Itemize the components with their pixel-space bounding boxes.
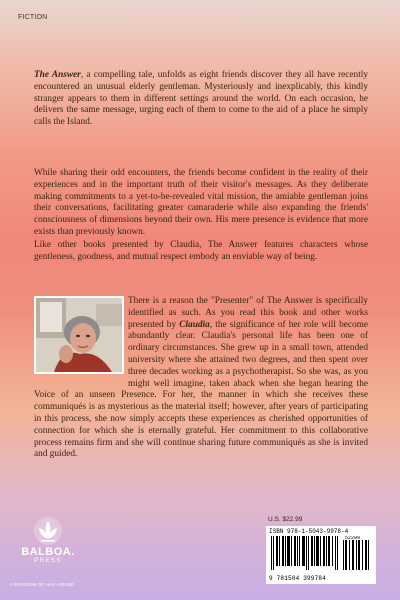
author-bio-text-2: , the significance of her role will become abundantly clear. Claudia's personal life has been one of ordinary circumstances. She grew up in a small town, attended university where she attained two degrees, and then spent over three decades working as a psychotherapist. So she was, as you might well imagine, taken aback when she began hearing the Voice of an unseen Presence. For her, the manner in which she receives these communiqués is as mysterious as the material itself; however, after years of participating in this process, she now simply accepts these experiences as cherished opportunities of connection for which she is eternally grateful. Her commitment to this collaborative process remains firm and she will continue sharing future communiqués as she is invited and guided. bbox=[34, 319, 368, 460]
blurb-paragraph-1-text: , a compelling tale, unfolds as eight friends discover they all have recently encountered an unusual elderly gentleman. Mysteriously and inexplicably, this kindly stranger appears to them in different settings around the world. On each occasion, he delivers the same message, urging each of them to come to the aid of a place he simply calls the Island. bbox=[34, 70, 369, 128]
book-title: The Answer bbox=[34, 70, 81, 80]
lotus-icon bbox=[33, 516, 63, 546]
genre-label: FICTION bbox=[18, 14, 48, 21]
isbn-number: ISBN 978-1-5043-9978-4 bbox=[269, 528, 349, 535]
barcode-bars bbox=[269, 536, 373, 575]
blurb-paragraph-1 bbox=[34, 70, 368, 129]
author-name: Claudia bbox=[179, 319, 210, 330]
publisher-logo bbox=[16, 516, 80, 565]
author-photo bbox=[34, 296, 124, 374]
isbn-barcode bbox=[266, 526, 376, 584]
blurb-paragraph-2: While sharing their odd encounters, the friends become confident in the reality of their experiences and in the important truth of their visitor's messages. As they deliberate making commitments to a yet-to-be-revealed vital mission, the amiable gentleman joins their conversations, facilitating greater camaraderie while also expanding the friends' consciousness of dimensions beyond their own. His mere presence is evidence that more exists than previously known. bbox=[34, 168, 368, 237]
barcode-addon: 52299 bbox=[345, 536, 361, 541]
price-label: U.S. $22.99 bbox=[268, 516, 303, 523]
publisher-imprint: PRESS bbox=[34, 558, 62, 564]
publisher-name: BALBOA. bbox=[21, 546, 75, 558]
publisher-division: A DIVISION OF HAY HOUSE bbox=[10, 582, 75, 587]
author-bio-text-1: There is a reason the "Presenter" of The Answer is specifically identified as such. As you read this book and other works presented by bbox=[128, 296, 368, 330]
blurb-paragraph-3: Like other books presented by Claudia, The Answer features characters whose gentleness, goodness, and mutual respect embody an enviable way of being. bbox=[34, 240, 368, 262]
barcode-digits: 9 781504 399784 bbox=[269, 575, 327, 582]
